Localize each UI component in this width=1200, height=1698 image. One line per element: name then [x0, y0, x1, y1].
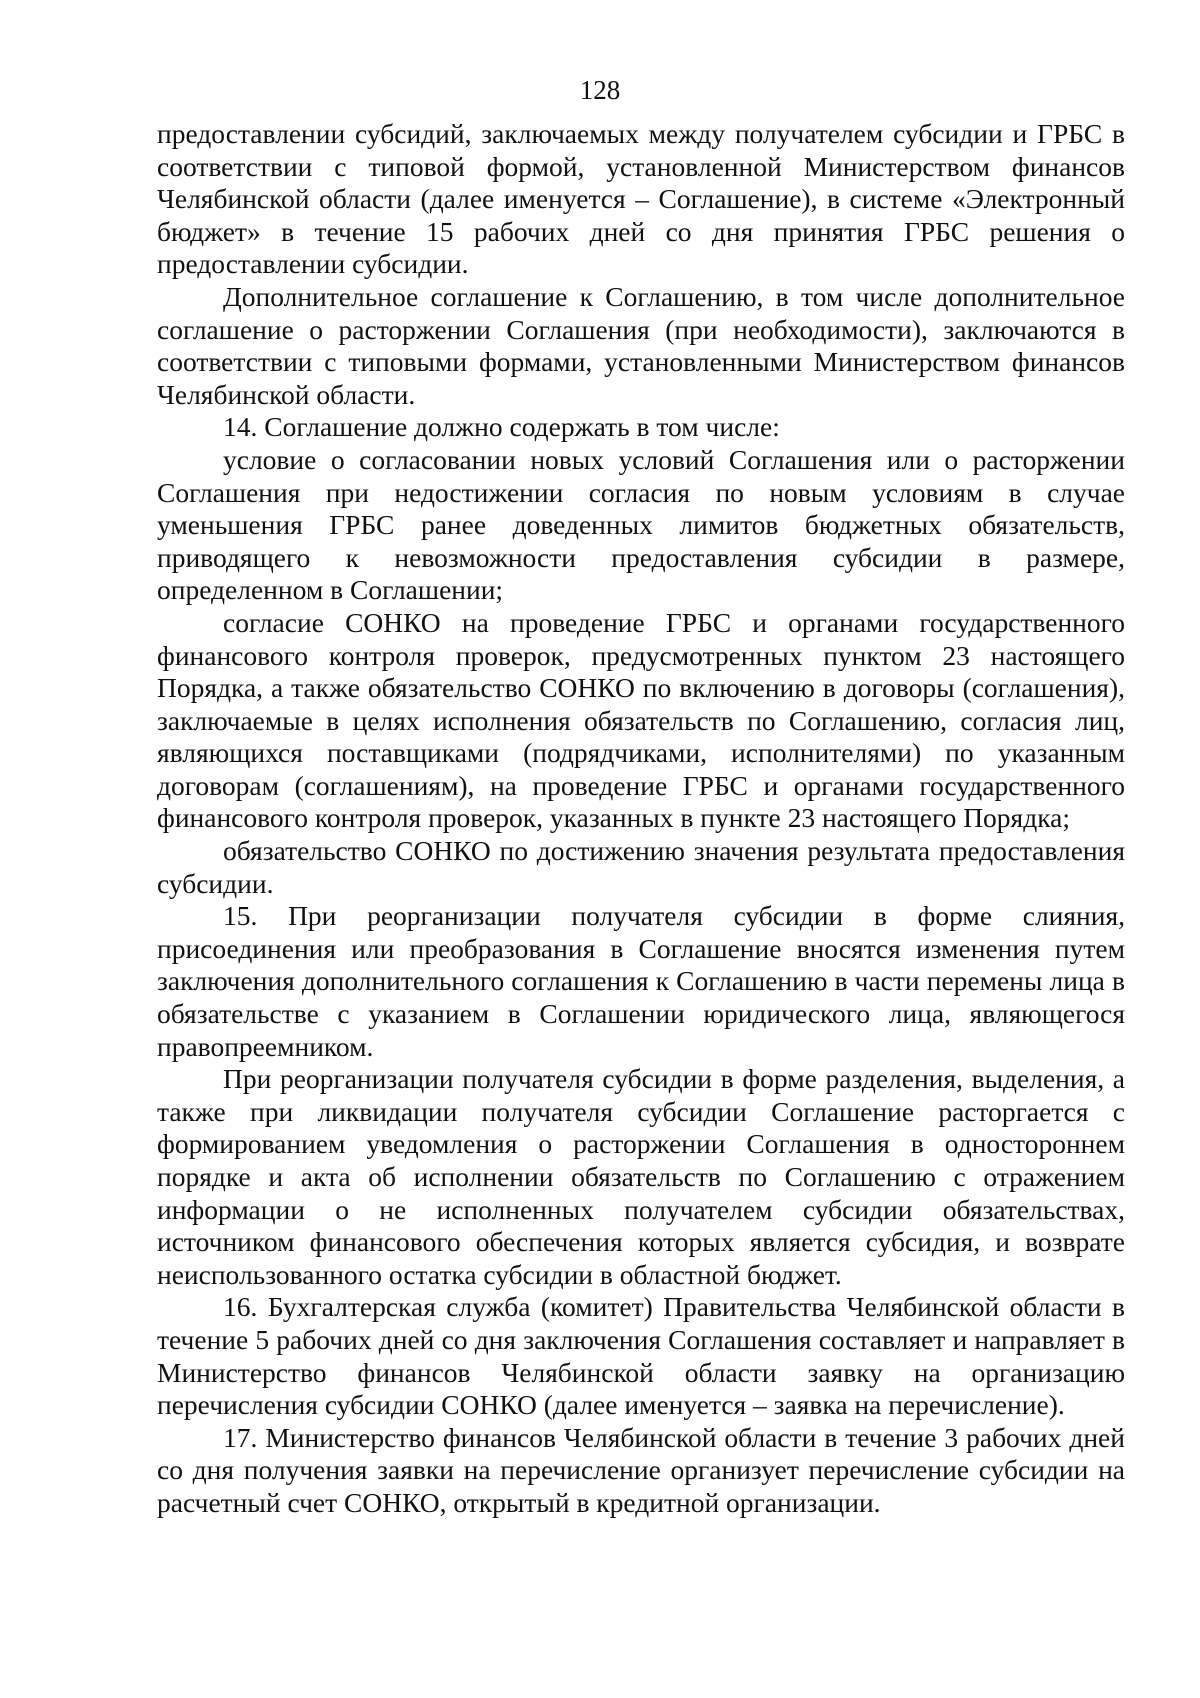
paragraph-item-16: 16. Бухгалтерская служба (комитет) Правительства Челябинской области в течение 5 рабочих дней со дня заключения Соглашения составляет и направляет в Министерство финансов Челябинской области заявку на организацию перечисления субсидии СОНКО (далее именуется – заявка на перечисление).	[157, 1291, 1125, 1421]
paragraph-condition-renegotiation: условие о согласовании новых условий Соглашения или о расторжении Соглашения при недостижении согласия по новым условиям в случае уменьшения ГРБС ранее доведенных лимитов бюджетных обязательств, приводящего к невозможности предоставления субсидии в размере, определенном в Соглашении;	[157, 443, 1125, 606]
paragraph-reorganization: При реорганизации получателя субсидии в форме разделения, выделения, а также при ликвидации получателя субсидии Соглашение расторгается с формированием уведомления о расторжении Соглашения в одностороннем порядке и акта об исполнении обязательств по Соглашению с отражением информации о не исполненных получателем субсидии обязательствах, источником финансового обеспечения которых является субсидия, и возврате неиспользованного остатка субсидии в областной бюджет.	[157, 1063, 1125, 1290]
document-body	[157, 118, 1125, 1520]
paragraph-continuation: предоставлении субсидий, заключаемых между получателем субсидии и ГРБС в соответствии с типовой формой, установленной Министерством финансов Челябинской области (далее именуется – Соглашение), в системе «Электронный бюджет» в течение 15 рабочих дней со дня принятия ГРБС решения о предоставлении субсидии.	[157, 118, 1125, 280]
paragraph-consent-inspections: согласие СОНКО на проведение ГРБС и органами государственного финансового контроля проверок, предусмотренных пунктом 23 настоящего Порядка, а также обязательство СОНКО по включению в договоры (соглашения), заключаемые в целях исполнения обязательств по Соглашению, согласия лиц, являющихся поставщиками (подрядчиками, исполнителями) по указанным договорам (соглашениям), на проведение ГРБС и органами государственного финансового контроля проверок, указанных в пункте 23 настоящего Порядка;	[157, 606, 1125, 834]
paragraph-additional-agreement: Дополнительное соглашение к Соглашению, в том числе дополнительное соглашение о расторжении Соглашения (при необходимости), заключаются в соответствии с типовыми формами, установленными Министерством финансов Челябинской области.	[157, 280, 1125, 410]
paragraph-item-15: 15. При реорганизации получателя субсидии в форме слияния, присоединения или преобразования в Соглашение вносятся изменения путем заключения дополнительного соглашения к Соглашению в части перемены лица в обязательстве с указанием в Соглашении юридического лица, являющегося правопреемником.	[157, 900, 1125, 1062]
page-number: 128	[579, 75, 621, 105]
paragraph-item-17: 17. Министерство финансов Челябинской области в течение 3 рабочих дней со дня получения заявки на перечисление организует перечисление субсидии на расчетный счет СОНКО, открытый в кредитной организации.	[157, 1421, 1125, 1518]
paragraph-item-14: 14. Соглашение должно содержать в том числе:	[223, 411, 780, 443]
paragraph-obligation-result: обязательство СОНКО по достижению значения результата предоставления субсидии.	[157, 835, 1125, 899]
